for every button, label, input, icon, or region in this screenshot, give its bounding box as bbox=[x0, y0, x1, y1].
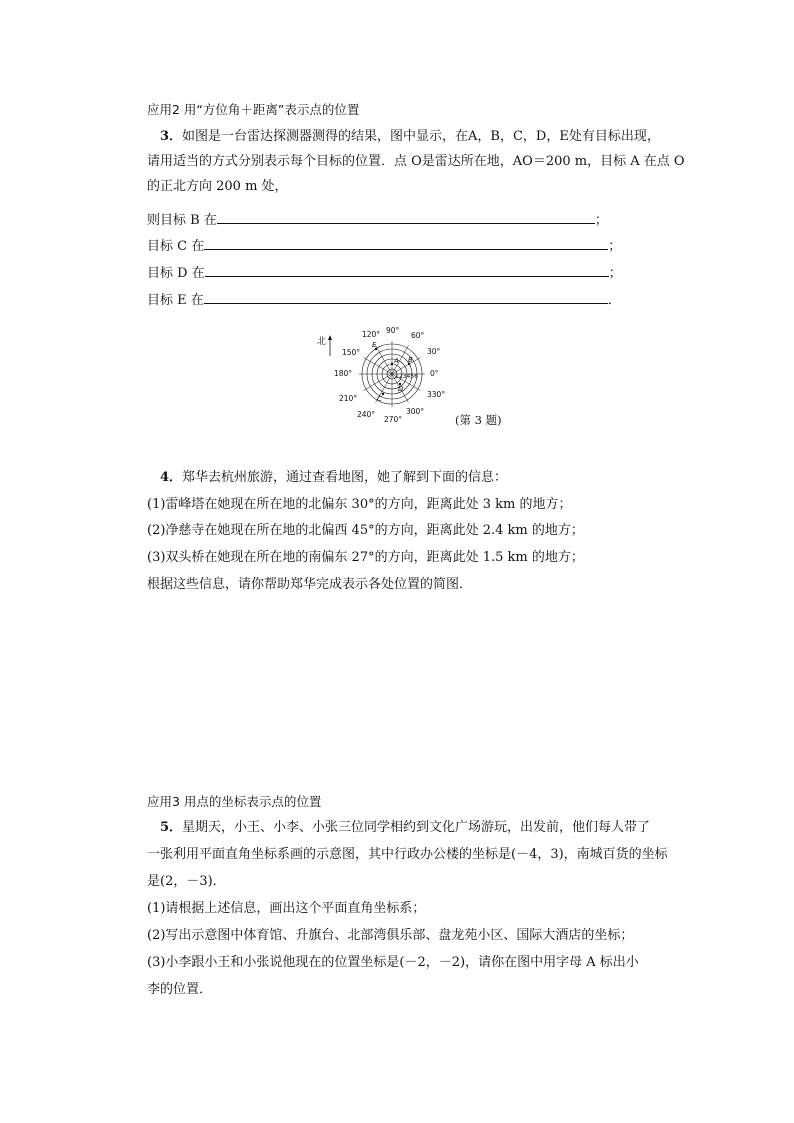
ring-numbers: 123456 bbox=[395, 373, 418, 380]
question3-text-1: 如图是一台雷达探测器测得的结果，图中显示，在A，B，C，D，E处有目标出现， bbox=[182, 129, 660, 144]
question3-line3: 的正北方向 200 m 处， bbox=[147, 179, 288, 194]
angle-label-30: 30° bbox=[427, 347, 441, 356]
question5-line2: 一张利用平面直角坐标系画的示意图，其中行政办公楼的坐标是(－4，3)，南城百货的坐标 bbox=[147, 847, 668, 862]
angle-label-90: 90° bbox=[386, 326, 400, 335]
fill-end-e: ． bbox=[607, 293, 621, 308]
question5-item3-cont: 李的位置． bbox=[147, 982, 213, 997]
fill-row-d bbox=[147, 264, 627, 282]
question4-intro bbox=[160, 470, 690, 486]
fill-row-b bbox=[147, 211, 627, 229]
answer-blank-b[interactable] bbox=[217, 211, 595, 224]
question5-text-1: 星期天，小王、小李、小张三位同学相约到文化广场游玩，出发前，他们每人带了 bbox=[182, 820, 651, 835]
question3-line1 bbox=[160, 129, 690, 145]
angle-label-0: 0° bbox=[430, 369, 439, 378]
angle-label-150: 150° bbox=[342, 348, 361, 357]
angle-label-300: 300° bbox=[406, 407, 425, 416]
question5-item3: (3)小李跟小王和小张说他现在的位置坐标是(－2，－2)，请你在图中用字母 A 标出小 bbox=[147, 955, 639, 970]
question4-item2: (2)净慈寺在她现在所在地的北偏西 45°的方向，距离此处 2.4 km 的地方； bbox=[147, 523, 584, 538]
north-label: 北 bbox=[317, 337, 327, 347]
question4-text: 郑华去杭州旅游，通过查看地图，她了解到下面的信息： bbox=[182, 470, 508, 485]
point-b-label: B bbox=[408, 356, 413, 364]
question4-item3: (3)双头桥在她现在所在地的南偏东 27°的方向，距离此处 1.5 km 的地方； bbox=[147, 550, 584, 565]
angle-label-60: 60° bbox=[411, 331, 425, 340]
section2-heading: 应用2 用“方位角＋距离”表示点的位置 bbox=[147, 102, 360, 117]
fill-label-c: 目标 C 在 bbox=[147, 239, 205, 254]
question4-number: 4． bbox=[160, 470, 183, 485]
fill-end-c: ； bbox=[608, 239, 622, 254]
figure-caption: (第 3 题) bbox=[455, 413, 502, 427]
fill-row-e bbox=[147, 291, 627, 309]
fill-end-d: ； bbox=[608, 266, 622, 281]
question5-line1 bbox=[160, 820, 690, 836]
section3-heading: 应用3 用点的坐标表示点的位置 bbox=[147, 794, 322, 809]
angle-label-330: 330° bbox=[427, 390, 446, 399]
point-e-label: E bbox=[372, 341, 377, 349]
question5-number: 5． bbox=[160, 820, 183, 835]
answer-blank-c[interactable] bbox=[204, 237, 608, 250]
question3-number: 3． bbox=[160, 129, 183, 144]
fill-label-d: 目标 D 在 bbox=[147, 266, 205, 281]
fill-label-e: 目标 E 在 bbox=[147, 293, 204, 308]
point-d-label: D bbox=[398, 385, 404, 393]
answer-blank-d[interactable] bbox=[205, 264, 609, 277]
question4-closing: 根据这些信息，请你帮助郑华完成表示各处位置的简图． bbox=[147, 577, 473, 592]
fill-label-b: 则目标 B 在 bbox=[147, 213, 217, 228]
angle-label-120: 120° bbox=[362, 330, 381, 339]
question5-item2: (2)写出示意图中体育馆、升旗台、北部湾俱乐部、盘龙苑小区、国际大酒店的坐标； bbox=[147, 928, 634, 943]
point-a-label: A bbox=[394, 357, 399, 365]
question3-line2: 请用适当的方式分别表示每个目标的位置．点 O是雷达所在地，AO＝200 m，目标 A 在点 O bbox=[147, 154, 685, 169]
question5-line3: 是(2，－3)． bbox=[147, 874, 226, 889]
north-arrow-head-icon bbox=[328, 335, 332, 340]
angle-label-270: 270° bbox=[384, 415, 403, 424]
answer-blank-e[interactable] bbox=[204, 291, 608, 304]
angle-label-240: 240° bbox=[357, 410, 376, 419]
radar-diagram bbox=[312, 318, 452, 430]
fill-row-c bbox=[147, 237, 627, 255]
point-c-label: C bbox=[377, 395, 382, 403]
question5-item1: (1)请根据上述信息，画出这个平面直角坐标系； bbox=[147, 901, 426, 916]
question4-item1: (1)雷峰塔在她现在所在地的北偏东 30°的方向，距离此处 3 km 的地方； bbox=[147, 497, 572, 512]
angle-label-180: 180° bbox=[334, 369, 353, 378]
fill-end-b: ； bbox=[594, 213, 608, 228]
angle-label-210: 210° bbox=[339, 394, 358, 403]
